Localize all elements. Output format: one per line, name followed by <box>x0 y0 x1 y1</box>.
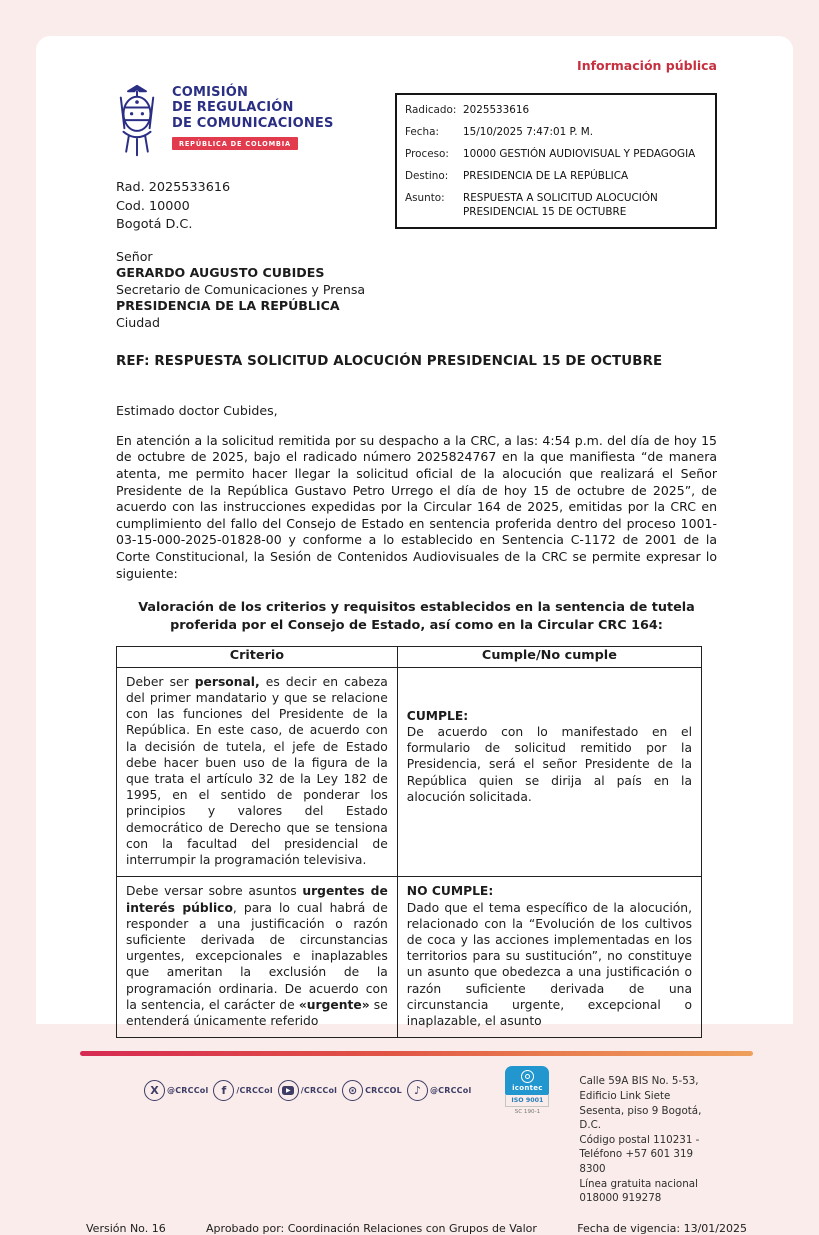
verdict-body: Dado que el tema específico de la alocución, relacionado con la “Evolución de los cultivos de coca y las acciones implementadas en los territorios para su sustitución”, no constituye un asunto que obedezca a una justificación o razón suficiente derivada de una circunstancia urgente, excepcional o inaplazable, el asunto <box>406 900 692 1029</box>
addressee-entity: PRESIDENCIA DE LA REPÚBLICA <box>116 298 340 314</box>
criteria-table <box>116 646 702 1038</box>
letter-footer <box>116 1066 717 1205</box>
social-handle: CRCCOL <box>365 1086 402 1096</box>
table-row <box>117 667 702 877</box>
filing-metadata-box <box>395 93 717 229</box>
social-instagram <box>342 1080 402 1101</box>
valid-date-label: Fecha de vigencia: 13/01/2025 <box>577 1221 747 1235</box>
icontec-badge <box>505 1066 549 1115</box>
crc-logo-text <box>172 85 334 150</box>
table-row <box>117 877 702 1038</box>
rad-number: Rad. 2025533616 <box>116 180 231 195</box>
address-line-3: Línea gratuita nacional 018000 919278 <box>579 1177 698 1205</box>
meta-row-asunto <box>405 192 707 219</box>
meta-label: Asunto: <box>405 192 445 205</box>
meta-value: RESPUESTA A SOLICITUD ALOCUCIÓN PRESIDENCIAL 15 DE OCTUBRE <box>463 192 658 218</box>
meta-value: PRESIDENCIA DE LA REPÚBLICA <box>463 170 629 183</box>
greeting-line: Estimado doctor Cubides, <box>116 402 278 418</box>
addressee-city: Ciudad <box>116 315 160 331</box>
body-paragraph: En atención a la solicitud remitida por su despacho a la CRC, a las: 4:54 p.m. del día de hoy 15 de octubre de 2025, bajo el radicado número 2025824767 en la que manifiesta “de manera atenta, me permito hacer llegar la solicitud oficial de la alocución que realizará el Señor Presidente de la República Gustavo Petro Urrego el día de hoy 15 de octubre de 2025”, de acuerdo con las instrucciones expedidas por la Circular 164 de 2025, emitidas por la CRC en cumplimiento del fallo del Consejo de Estado en sentencia proferida dentro del proceso 1001-03-15-000-2025-01828-00 y conforme a lo establecido en Sentencia C-1172 de 2001 de la Corte Constitucional, la Sesión de Contenidos Audiovisuales de la CRC se permite expresar lo siguiente: <box>116 432 717 581</box>
classification-label: Información pública <box>577 58 717 73</box>
document-control-row <box>86 1222 747 1235</box>
meta-row-destino <box>405 170 707 184</box>
crc-logo <box>110 79 334 167</box>
letter-header <box>116 79 717 235</box>
meta-value: 2025533616 <box>463 104 530 116</box>
social-handle: @CRCCol <box>167 1086 209 1096</box>
criterio-cell-2: Debe versar sobre asuntos urgentes de interés público, para lo cual habrá de responder a una justificación o razón suficiente derivada de circunstancias urgentes, excepcionales e inaplazables que ameritan la exclusión de la programación ordinaria. De acuerdo con la sentencia, el carácter de «urgente» se entenderá únicamente referido <box>117 877 398 1038</box>
address-line-2: Código postal 110231 - Teléfono +57 601 319 8300 <box>579 1133 700 1175</box>
meta-label: Proceso: <box>405 148 449 161</box>
column-header-cumple: Cumple/No cumple <box>397 646 701 667</box>
social-x <box>144 1080 208 1101</box>
logo-line-3: DE COMUNICACIONES <box>172 115 334 131</box>
facebook-icon: f <box>213 1080 234 1101</box>
meta-label: Radicado: <box>405 104 457 116</box>
icontec-name: icontec <box>512 1084 543 1093</box>
logo-banner: REPÚBLICA DE COLOMBIA <box>172 137 298 150</box>
instagram-icon: ⊙ <box>342 1080 363 1101</box>
header-left-column <box>116 79 334 235</box>
social-handle: /CRCCol <box>300 1086 338 1096</box>
social-handle: @CRCCol <box>429 1086 472 1096</box>
x-icon: X <box>144 1080 165 1101</box>
address-line-1: Calle 59A BIS No. 5-53, Edificio Link Siete Sesenta, piso 9 Bogotá, D.C. <box>579 1075 702 1132</box>
social-handle: /CRCCol <box>236 1086 273 1096</box>
youtube-icon: ▶ <box>278 1080 299 1101</box>
social-facebook <box>213 1080 272 1101</box>
addressee-title: Secretario de Comunicaciones y Prensa <box>116 281 366 297</box>
icontec-logo <box>505 1066 549 1095</box>
address-block <box>579 1074 717 1205</box>
meta-value: 10000 GESTIÓN AUDIOVISUAL Y PEDAGOGIA <box>463 148 696 161</box>
table-header-row <box>117 646 702 667</box>
logo-line-2: DE REGULACIÓN <box>172 100 294 116</box>
meta-label: Destino: <box>405 170 449 183</box>
logo-line-1: COMISIÓN <box>172 85 249 100</box>
criterio-cell-1: Deber ser personal, es decir en cabeza del primer mandatario y que se relacione con las funciones del Presidente de la República. En este caso, de acuerdo con la decisión de tutela, el jefe de Estado debe hacer buen uso de la figura de la que trata el artículo 32 de la Ley 182 de 1995, en el sentido de ponderar los principios y valores del Estado democrático de Derecho que se tensiona con la facultad del presidencial de interrumpir la programación televisiva. <box>117 667 398 877</box>
footer-gradient-rule <box>80 1051 753 1056</box>
city-line: Bogotá D.C. <box>116 217 193 233</box>
cumple-cell-1 <box>397 667 701 877</box>
cumple-cell-2 <box>397 877 701 1038</box>
cod-number: Cod. 10000 <box>116 198 190 214</box>
crc-coat-of-arms-icon <box>110 79 164 167</box>
social-links <box>144 1080 471 1101</box>
meta-value: 15/10/2025 7:47:01 P. M. <box>463 126 594 139</box>
social-tiktok <box>407 1080 471 1101</box>
addressee-salutation: Señor <box>116 248 153 264</box>
tiktok-icon: ♪ <box>407 1080 428 1101</box>
approved-by-label: Aprobado por: Coordinación Relaciones con Grupos de Valor <box>206 1221 537 1235</box>
meta-row-radicado <box>405 104 707 118</box>
addressee-block <box>116 249 717 332</box>
reference-line: REF: RESPUESTA SOLICITUD ALOCUCIÓN PRESIDENCIAL 15 DE OCTUBRE <box>116 353 663 369</box>
version-label: Versión No. 16 <box>86 1221 166 1235</box>
verdict-title: NO CUMPLE: <box>406 884 494 899</box>
column-header-criterio: Criterio <box>117 646 398 667</box>
rad-block <box>116 179 334 235</box>
social-youtube <box>278 1080 337 1101</box>
addressee-name: GERARDO AUGUSTO CUBIDES <box>116 265 325 281</box>
icontec-code: SC 190-1 <box>514 1109 541 1116</box>
verdict-body: De acuerdo con lo manifestado en el formulario de solicitud remitido por la Presidencia, será el señor Presidente de la República quien se dirija al país en la alocución solicitada. <box>406 724 692 804</box>
icontec-lens-icon <box>521 1070 534 1083</box>
section-heading: Valoración de los criterios y requisitos establecidos en la sentencia de tutela proferida por el Consejo de Estado, así como en la Circular CRC 164: <box>138 600 695 633</box>
meta-label: Fecha: <box>405 126 439 139</box>
letter-sheet <box>36 36 793 1235</box>
meta-row-proceso <box>405 148 707 162</box>
verdict-title: CUMPLE: <box>406 708 469 723</box>
icontec-cert: ISO 9001 <box>505 1095 549 1107</box>
meta-row-fecha <box>405 126 707 140</box>
